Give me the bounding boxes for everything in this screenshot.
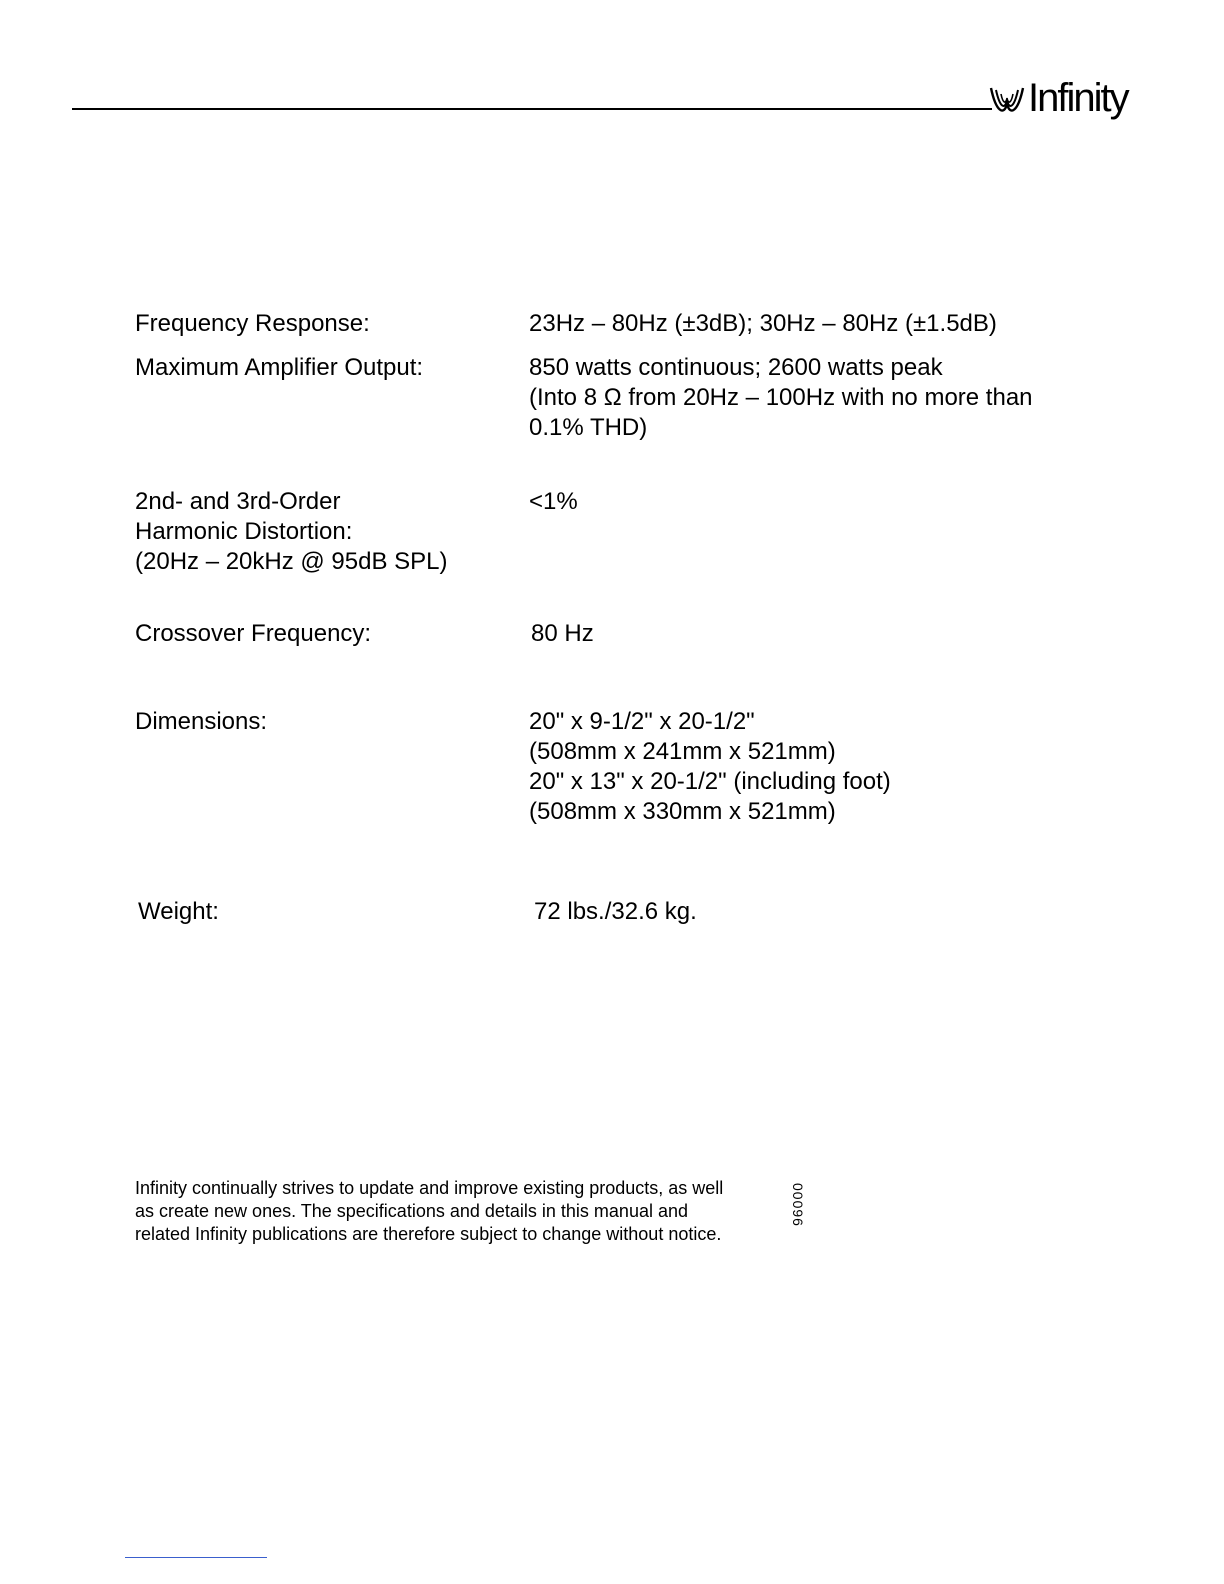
spec-value-amplifier-output (529, 353, 1033, 443)
disclaimer-line: Infinity continually strives to update and improve existing products, as well (135, 1178, 724, 1198)
spec-value-line: 80 Hz (531, 620, 594, 647)
document-code: 00096 (790, 1183, 806, 1227)
spec-label-weight (138, 897, 219, 927)
disclaimer-line: related Infinity publications are therefore subject to change without notice. (135, 1224, 722, 1244)
disclaimer-text (135, 1177, 815, 1246)
spec-value-dimensions (529, 707, 891, 827)
spec-label-line: Frequency Response: (135, 310, 370, 337)
brand-logo (988, 72, 1128, 118)
spec-label-dimensions (135, 707, 267, 737)
spec-label-crossover-frequency (135, 619, 371, 649)
spec-label-harmonic-distortion (135, 487, 448, 577)
spec-value-line: 20" x 13" x 20-1/2" (including foot) (529, 768, 891, 795)
disclaimer-line: as create new ones. The specifications and details in this manual and (135, 1201, 688, 1221)
spec-label-line: 2nd- and 3rd-Order (135, 488, 341, 515)
spec-label-amplifier-output (135, 353, 423, 383)
spec-label-line: Dimensions: (135, 708, 268, 735)
brand-wordmark: Infinity (1028, 76, 1128, 120)
spec-label-line: Crossover Frequency: (135, 620, 372, 647)
spec-label-line: Maximum Amplifier Output: (135, 354, 424, 381)
spec-value-line: 850 watts continuous; 2600 watts peak (529, 354, 943, 381)
spec-label-frequency-response (135, 309, 370, 339)
spec-label-line: Weight: (138, 898, 219, 925)
spec-value-crossover-frequency (531, 619, 594, 649)
infinity-loop-icon (988, 82, 1026, 118)
spec-label-line: (20Hz – 20kHz @ 95dB SPL) (135, 548, 448, 575)
spec-value-frequency-response (529, 309, 997, 339)
spec-value-line: (508mm x 330mm x 521mm) (529, 798, 836, 825)
spec-value-line: 23Hz – 80Hz (±3dB); 30Hz – 80Hz (±1.5dB) (529, 310, 997, 337)
spec-value-line: 0.1% THD) (529, 414, 648, 441)
footer-link-underline[interactable] (125, 1557, 267, 1558)
spec-value-harmonic-distortion (529, 487, 578, 517)
spec-value-line: 20" x 9-1/2" x 20-1/2" (529, 708, 755, 735)
spec-value-line: (Into 8 Ω from 20Hz – 100Hz with no more than (529, 384, 1033, 411)
spec-label-line: Harmonic Distortion: (135, 518, 353, 545)
spec-value-weight (534, 897, 697, 927)
spec-value-line: (508mm x 241mm x 521mm) (529, 738, 836, 765)
header-rule (72, 108, 992, 110)
spec-value-line: <1% (529, 488, 578, 515)
spec-value-line: 72 lbs./32.6 kg. (534, 898, 697, 925)
